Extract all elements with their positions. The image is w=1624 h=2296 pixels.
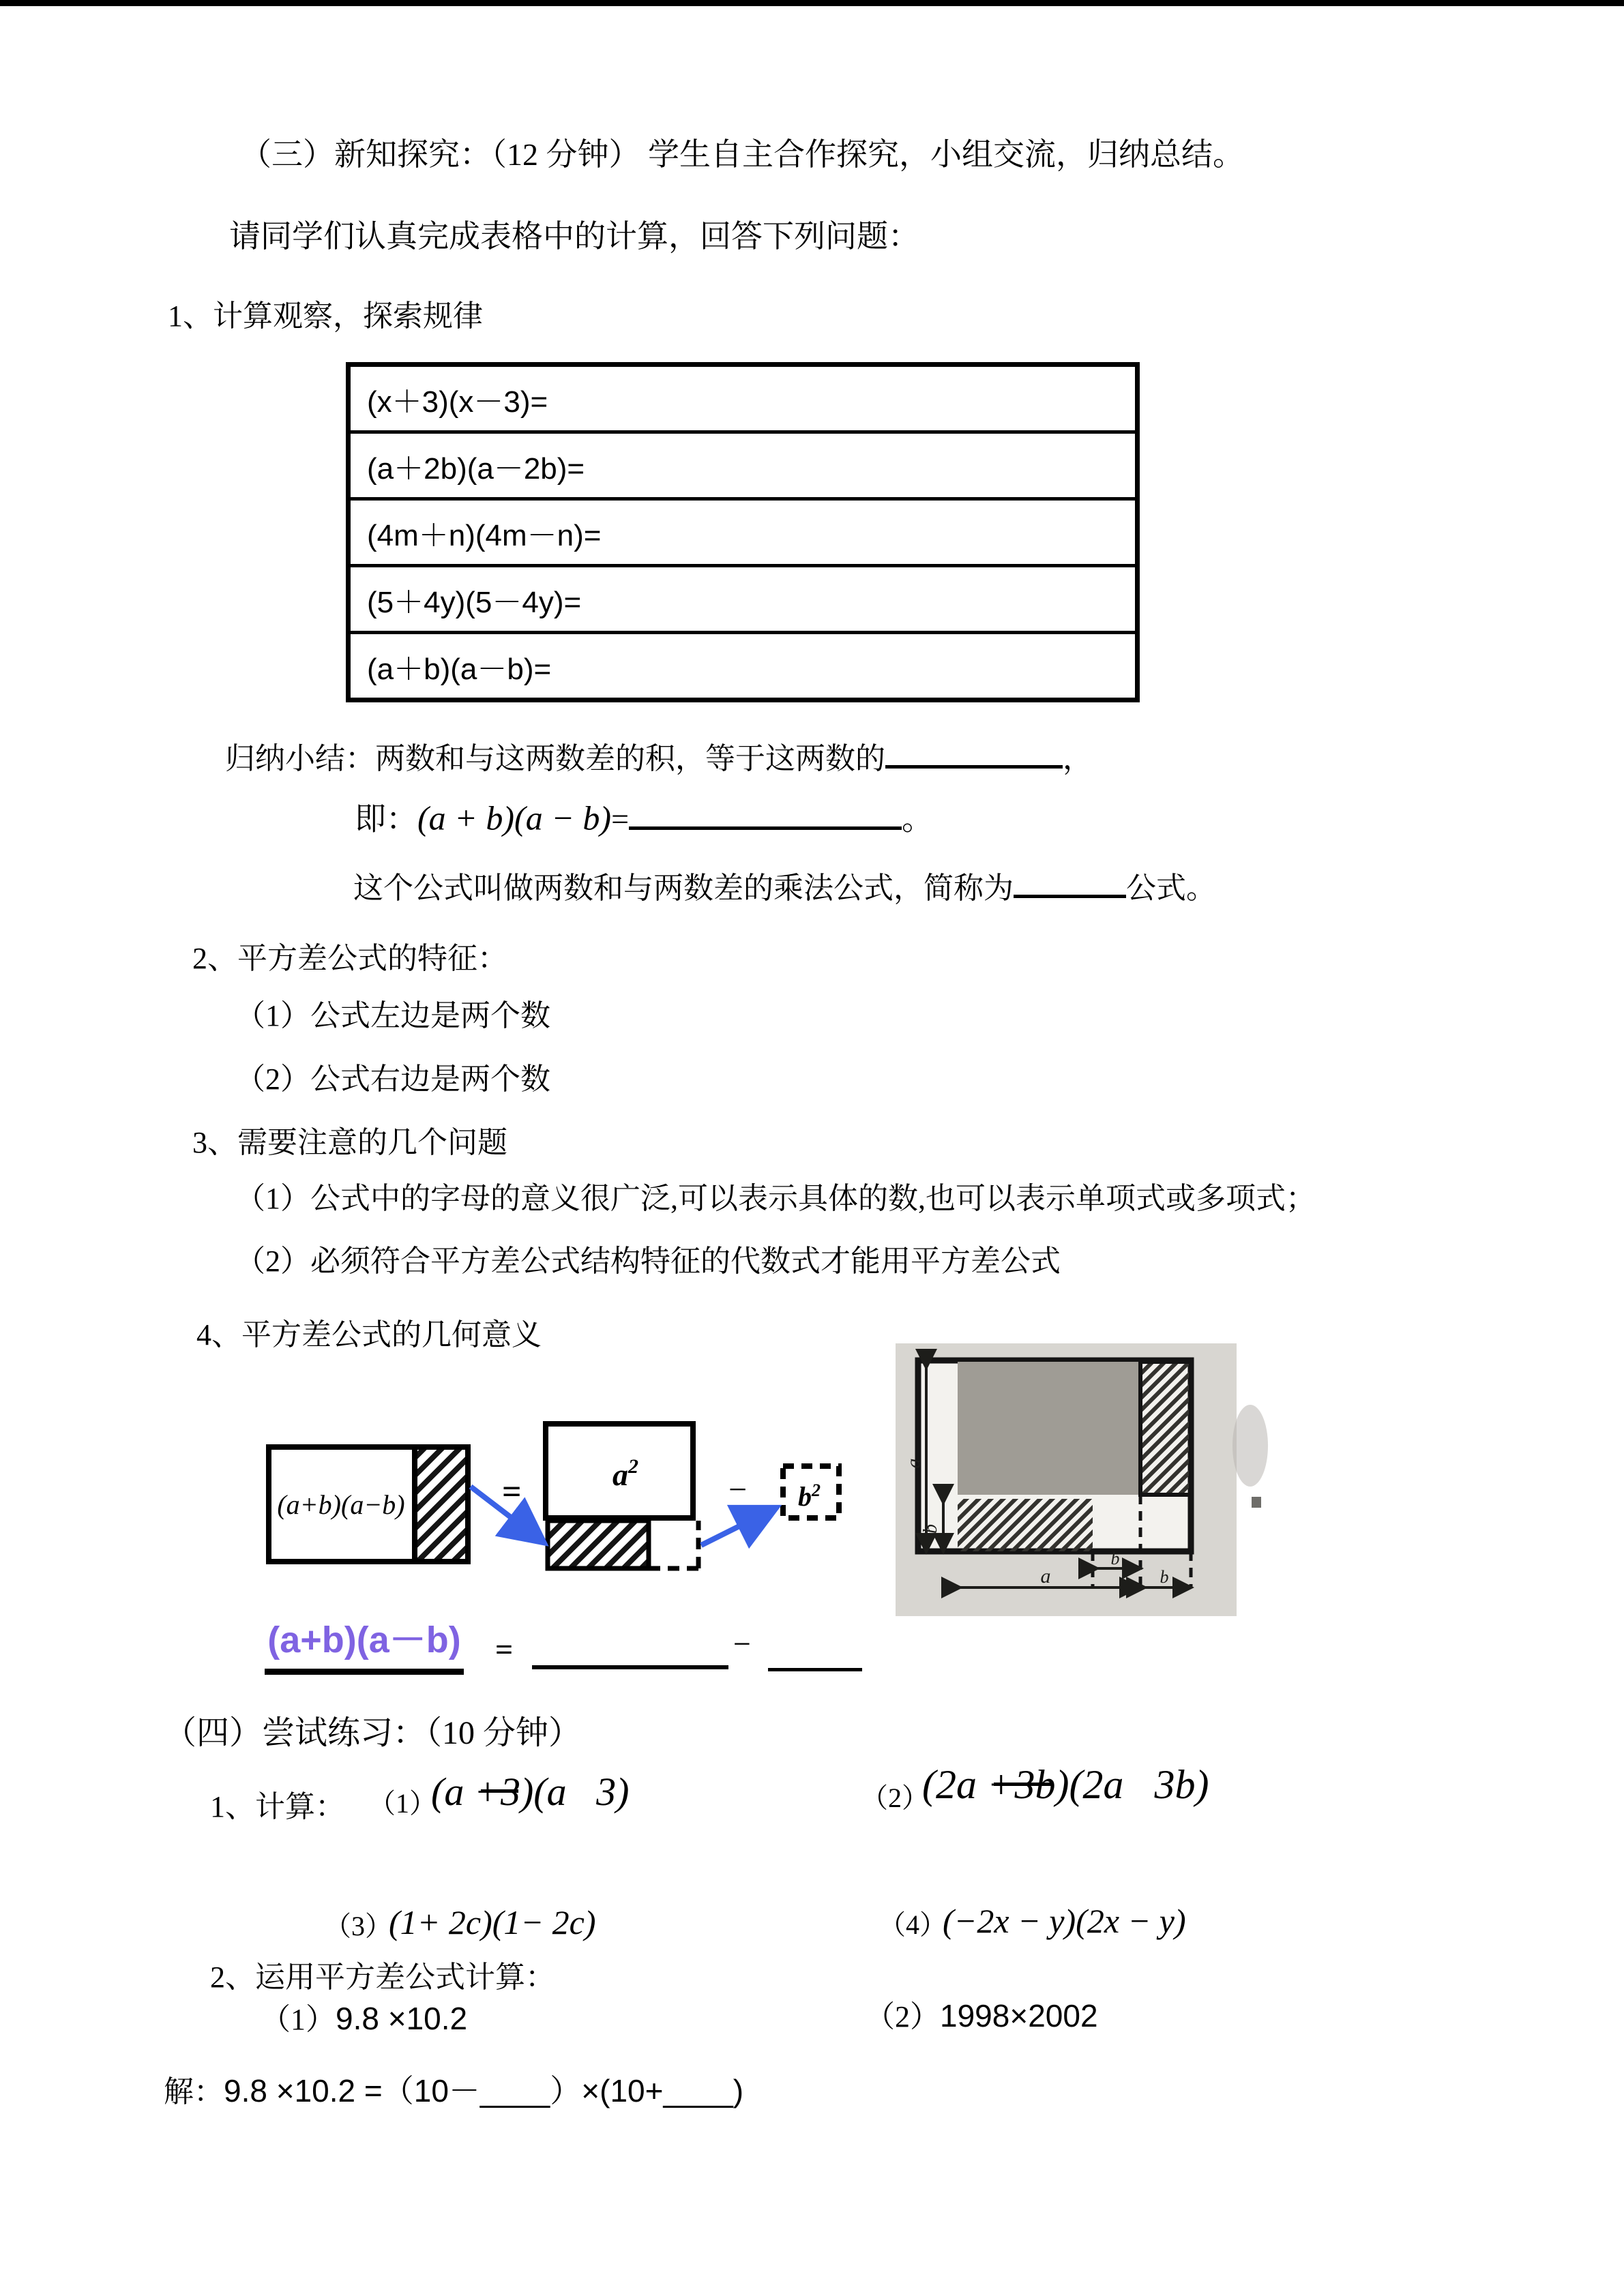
expr-struck-part: 3b [1014, 1762, 1056, 1807]
exercise-number: （1） [368, 1788, 437, 1819]
summary-line3-prefix: 这个公式叫做两数和与两数差的乘法公式，简称为 [353, 871, 1014, 905]
exercise-expression [431, 1768, 629, 1817]
item3-heading: 3、需要注意的几个问题 [192, 1126, 507, 1159]
minus-sign: − [733, 1626, 751, 1661]
exercise-number: （4） [879, 1909, 947, 1940]
equals-sign: = [495, 1632, 514, 1667]
table-row: (5＋4y)(5－4y)= [351, 564, 1135, 631]
practice1-label: 1、计算： [210, 1790, 345, 1823]
dashed-extension [649, 1521, 698, 1568]
practice2-label: 2、运用平方差公式计算： [210, 1960, 555, 1994]
scan-smudge [1232, 1405, 1268, 1487]
exercise-expression: (1+ 2c)(1− 2c) [389, 1903, 596, 1941]
scan-edge-artifact [0, 0, 1624, 6]
exercise-expression: (−2x − y)(2x − y) [943, 1902, 1186, 1940]
summary-line1-suffix: ， [1063, 741, 1093, 775]
solution-line [164, 2072, 743, 2111]
a-squared-label: $a^2$ [612, 1455, 638, 1492]
scan-speck [1252, 1497, 1261, 1508]
calculation-table [346, 362, 1140, 702]
dimension-label-b1-bottom: b [1110, 1549, 1120, 1568]
section3-heading: （三）新知探究：（12 分钟） 学生自主合作探究，小组交流，归纳总结。 [240, 137, 1244, 172]
exercise-number: （3） [324, 1911, 392, 1941]
formula-a-plus-b-a-minus-b: (a + b)(a − b) [417, 799, 612, 837]
table-row: (x＋3)(x－3)= [367, 385, 548, 419]
item2-point2: （2）公式右边是两个数 [235, 1062, 550, 1096]
exercise-item [261, 1999, 467, 2039]
left-rectangle-label: (a+b)(a−b) [277, 1489, 405, 1520]
item2-point1: （1）公式左边是两个数 [235, 999, 550, 1032]
summary-line1 [225, 736, 1093, 777]
dimension-label-a-bottom: a [1040, 1565, 1051, 1587]
dimension-label-b2-bottom: b [1160, 1567, 1169, 1587]
summary-line2 [355, 796, 933, 839]
fill-in-blank [629, 796, 902, 830]
item3-point1: （1）公式中的字母的意义很广泛,可以表示具体的数,也可以表示单项式或多项式； [235, 1182, 1316, 1215]
expr-part: (2a + [922, 1762, 1015, 1807]
fill-in-blank [885, 736, 1063, 769]
b-squared-label: $b^2$ [798, 1480, 821, 1512]
expr-part: 3) [596, 1770, 630, 1814]
equals-sign: = [502, 1472, 522, 1510]
table-row: (a＋2b)(a－2b)= [351, 430, 1135, 497]
dimension-label-b-left: b [920, 1524, 941, 1534]
difference-of-squares-diagram [259, 1418, 873, 1643]
scanned-geometry-figure [890, 1330, 1272, 1630]
exercise-number: （2） [861, 1783, 929, 1813]
expr-part: (a + [431, 1770, 501, 1814]
intro-text: 请同学们认真完成表格中的计算，回答下列问题： [229, 219, 919, 254]
fill-in-blank-line [768, 1668, 862, 1671]
table-row: (4m＋n)(4m－n)= [351, 497, 1135, 564]
purple-formula: (a+b)(a－b) [265, 1611, 464, 1675]
table-row: (a＋b)(a－b)= [351, 631, 1135, 698]
exercise-number: （1） [261, 2003, 336, 2036]
summary-line1-prefix: 归纳小结：两数和与这两数差的积，等于这两数的 [225, 741, 885, 775]
exercise-expression: 9.8 ×10.2 [336, 2001, 468, 2036]
item3-point2: （2）必须符合平方差公式结构特征的代数式才能用平方差公式 [235, 1244, 1061, 1278]
minus-sign: − [728, 1472, 748, 1508]
fill-in-blank [1014, 866, 1126, 898]
arrow-to-b-squared [701, 1510, 772, 1545]
summary-line2-suffix: 。 [902, 801, 934, 837]
left-rectangle-hatched-strip [415, 1447, 468, 1562]
solution-label: 解： [164, 2075, 224, 2108]
expr-part: )(2a [1055, 1762, 1124, 1807]
dimension-label-a-left: a [902, 1458, 925, 1469]
gray-region-texture [958, 1362, 1140, 1495]
solution-body: 9.8 ×10.2 =（10－____）×(10+____) [224, 2073, 744, 2108]
exercise-expression [922, 1759, 1209, 1810]
fill-in-blank-line [532, 1665, 728, 1669]
exercise-expression: 1998×2002 [940, 1998, 1098, 2033]
summary-line3 [353, 866, 1216, 907]
equals-sign: = [611, 801, 630, 837]
expr-part: 3b) [1154, 1762, 1209, 1807]
section4-heading: （四）尝试练习：（10 分钟） [164, 1715, 582, 1751]
item1-heading: 1、计算观察，探索规律 [168, 299, 483, 333]
hatched-strip-bottom [958, 1499, 1093, 1551]
hatched-remainder-rect [548, 1521, 649, 1568]
summary-line2-label: 即： [355, 801, 417, 837]
expr-struck-part: 3 [500, 1770, 520, 1814]
item2-heading: 2、平方差公式的特征： [192, 942, 507, 975]
exercise-number: （2） [865, 2000, 940, 2033]
expr-part: )(a [520, 1770, 567, 1814]
exercise-item [865, 1997, 1098, 2036]
summary-line3-suffix: 公式。 [1126, 871, 1216, 905]
item4-heading: 4、平方差公式的几何意义 [196, 1318, 542, 1352]
hatched-strip-right [1140, 1362, 1191, 1495]
